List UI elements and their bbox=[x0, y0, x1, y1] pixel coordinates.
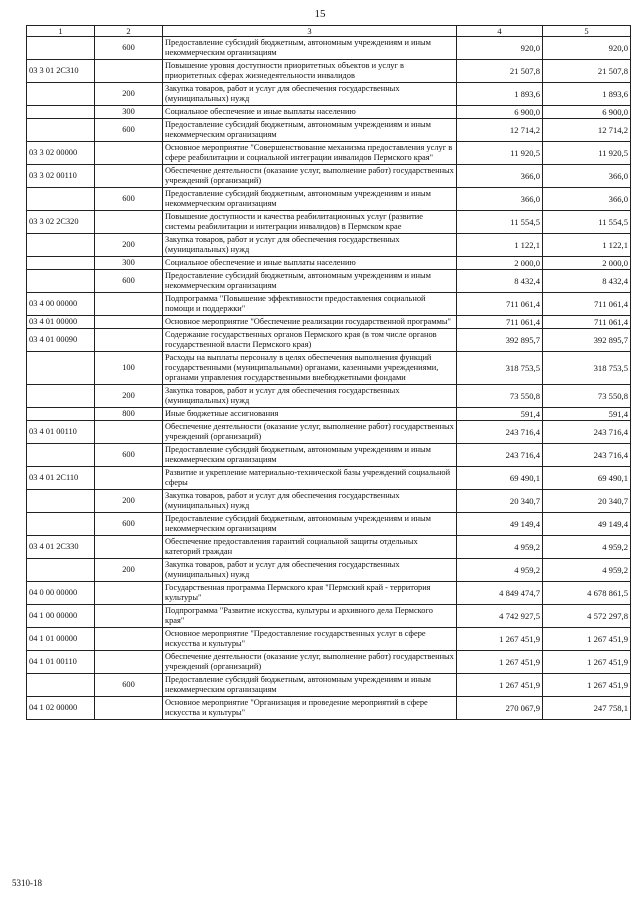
amount-col4: 73 550,8 bbox=[457, 385, 543, 408]
amount-col5: 1 267 451,9 bbox=[543, 674, 631, 697]
row-code bbox=[27, 490, 95, 513]
amount-col4: 243 716,4 bbox=[457, 444, 543, 467]
row-description: Обеспечение предоставления гарантий социальной защиты отдельных категорий граждан bbox=[163, 536, 457, 559]
expense-type: 300 bbox=[95, 257, 163, 270]
row-description: Закупка товаров, работ и услуг для обеспечения государственных (муниципальных) нужд bbox=[163, 83, 457, 106]
table-row bbox=[27, 490, 631, 513]
table-row bbox=[27, 421, 631, 444]
row-code bbox=[27, 513, 95, 536]
table-row bbox=[27, 628, 631, 651]
table-row bbox=[27, 329, 631, 352]
amount-col5: 366,0 bbox=[543, 165, 631, 188]
amount-col5: 1 122,1 bbox=[543, 234, 631, 257]
row-description: Основное мероприятие "Обеспечение реализации государственной программы" bbox=[163, 316, 457, 329]
row-code bbox=[27, 188, 95, 211]
amount-col5: 4 678 861,5 bbox=[543, 582, 631, 605]
amount-col5: 49 149,4 bbox=[543, 513, 631, 536]
row-description: Предоставление субсидий бюджетным, автономным учреждениям и иным некоммерческим организациям bbox=[163, 37, 457, 60]
amount-col5: 8 432,4 bbox=[543, 270, 631, 293]
expense-type: 800 bbox=[95, 408, 163, 421]
row-code: 04 1 00 00000 bbox=[27, 605, 95, 628]
table-row bbox=[27, 293, 631, 316]
expense-type bbox=[95, 605, 163, 628]
document-code: 5310-18 bbox=[12, 878, 42, 888]
amount-col4: 591,4 bbox=[457, 408, 543, 421]
row-code: 04 1 02 00000 bbox=[27, 697, 95, 720]
row-description: Повышение уровня доступности приоритетных объектов и услуг в приоритетных сферах жизнедеятельности инвалидов bbox=[163, 60, 457, 83]
row-code bbox=[27, 674, 95, 697]
amount-col4: 243 716,4 bbox=[457, 421, 543, 444]
amount-col4: 4 742 927,5 bbox=[457, 605, 543, 628]
table-row bbox=[27, 316, 631, 329]
amount-col4: 4 959,2 bbox=[457, 559, 543, 582]
column-header: 3 bbox=[163, 26, 457, 37]
table-row bbox=[27, 605, 631, 628]
table-row bbox=[27, 106, 631, 119]
row-description: Предоставление субсидий бюджетным, автономным учреждениям и иным некоммерческим организациям bbox=[163, 270, 457, 293]
amount-col4: 1 122,1 bbox=[457, 234, 543, 257]
expense-type bbox=[95, 329, 163, 352]
table-row bbox=[27, 651, 631, 674]
amount-col5: 1 893,6 bbox=[543, 83, 631, 106]
row-description: Закупка товаров, работ и услуг для обеспечения государственных (муниципальных) нужд bbox=[163, 490, 457, 513]
row-code: 03 3 02 00000 bbox=[27, 142, 95, 165]
row-description: Закупка товаров, работ и услуг для обеспечения государственных (муниципальных) нужд bbox=[163, 385, 457, 408]
table-row bbox=[27, 165, 631, 188]
amount-col4: 20 340,7 bbox=[457, 490, 543, 513]
expense-type bbox=[95, 651, 163, 674]
table-row bbox=[27, 697, 631, 720]
row-description: Основное мероприятие "Совершенствование механизма предоставления услуг в сфере реабилитации и социальной интеграции инвалидов Пермского края" bbox=[163, 142, 457, 165]
row-code bbox=[27, 444, 95, 467]
row-description: Социальное обеспечение и иные выплаты населению bbox=[163, 106, 457, 119]
row-code bbox=[27, 385, 95, 408]
amount-col5: 392 895,7 bbox=[543, 329, 631, 352]
amount-col5: 711 061,4 bbox=[543, 316, 631, 329]
amount-col4: 4 959,2 bbox=[457, 536, 543, 559]
expense-type: 200 bbox=[95, 559, 163, 582]
row-description: Предоставление субсидий бюджетным, автономным учреждениям и иным некоммерческим организациям bbox=[163, 674, 457, 697]
table-row bbox=[27, 257, 631, 270]
expense-type bbox=[95, 421, 163, 444]
table-body bbox=[27, 37, 631, 720]
amount-col4: 920,0 bbox=[457, 37, 543, 60]
expense-type: 100 bbox=[95, 352, 163, 385]
column-header: 5 bbox=[543, 26, 631, 37]
row-code bbox=[27, 83, 95, 106]
table-row bbox=[27, 467, 631, 490]
row-description: Предоставление субсидий бюджетным, автономным учреждениям и иным некоммерческим организациям bbox=[163, 513, 457, 536]
amount-col5: 6 900,0 bbox=[543, 106, 631, 119]
row-code: 04 0 00 00000 bbox=[27, 582, 95, 605]
row-code: 03 4 01 00090 bbox=[27, 329, 95, 352]
amount-col4: 1 267 451,9 bbox=[457, 628, 543, 651]
amount-col4: 711 061,4 bbox=[457, 293, 543, 316]
amount-col5: 21 507,8 bbox=[543, 60, 631, 83]
row-code: 04 1 01 00000 bbox=[27, 628, 95, 651]
column-header: 4 bbox=[457, 26, 543, 37]
expense-type: 200 bbox=[95, 234, 163, 257]
row-code: 03 4 01 00000 bbox=[27, 316, 95, 329]
amount-col5: 73 550,8 bbox=[543, 385, 631, 408]
amount-col4: 270 067,9 bbox=[457, 697, 543, 720]
row-description: Закупка товаров, работ и услуг для обеспечения государственных (муниципальных) нужд bbox=[163, 234, 457, 257]
row-code: 03 4 01 00110 bbox=[27, 421, 95, 444]
row-code: 03 4 01 2С110 bbox=[27, 467, 95, 490]
row-description: Государственная программа Пермского края "Пермский край - территория культуры" bbox=[163, 582, 457, 605]
amount-col5: 69 490,1 bbox=[543, 467, 631, 490]
amount-col5: 11 554,5 bbox=[543, 211, 631, 234]
row-code: 03 3 02 00110 bbox=[27, 165, 95, 188]
row-code bbox=[27, 106, 95, 119]
amount-col4: 1 267 451,9 bbox=[457, 674, 543, 697]
amount-col5: 4 959,2 bbox=[543, 536, 631, 559]
expense-type: 600 bbox=[95, 37, 163, 60]
table-row bbox=[27, 513, 631, 536]
row-description: Предоставление субсидий бюджетным, автономным учреждениям и иным некоммерческим организациям bbox=[163, 119, 457, 142]
row-description: Повышение доступности и качества реабилитационных услуг (развитие системы реабилитации и интеграции инвалидов) в Пермском крае bbox=[163, 211, 457, 234]
amount-col4: 11 554,5 bbox=[457, 211, 543, 234]
expense-type bbox=[95, 628, 163, 651]
row-code bbox=[27, 408, 95, 421]
row-description: Расходы на выплаты персоналу в целях обеспечения выполнения функций государственными (муниципальными) органами, казенными учреждениями, органами управления государственными внебюджетными фондами bbox=[163, 352, 457, 385]
amount-col4: 8 432,4 bbox=[457, 270, 543, 293]
expense-type: 200 bbox=[95, 83, 163, 106]
header-row bbox=[27, 26, 631, 37]
table-header bbox=[27, 26, 631, 37]
amount-col5: 1 267 451,9 bbox=[543, 628, 631, 651]
amount-col5: 247 758,1 bbox=[543, 697, 631, 720]
amount-col5: 591,4 bbox=[543, 408, 631, 421]
row-code bbox=[27, 234, 95, 257]
budget-table bbox=[26, 25, 631, 720]
amount-col5: 11 920,5 bbox=[543, 142, 631, 165]
table-row bbox=[27, 60, 631, 83]
table-row bbox=[27, 582, 631, 605]
expense-type bbox=[95, 467, 163, 490]
row-code bbox=[27, 270, 95, 293]
row-description: Социальное обеспечение и иные выплаты населению bbox=[163, 257, 457, 270]
amount-col4: 49 149,4 bbox=[457, 513, 543, 536]
table-row bbox=[27, 674, 631, 697]
amount-col5: 2 000,0 bbox=[543, 257, 631, 270]
amount-col5: 711 061,4 bbox=[543, 293, 631, 316]
expense-type: 600 bbox=[95, 513, 163, 536]
row-code bbox=[27, 352, 95, 385]
table-row bbox=[27, 83, 631, 106]
row-code: 04 1 01 00110 bbox=[27, 651, 95, 674]
row-code: 03 4 00 00000 bbox=[27, 293, 95, 316]
amount-col5: 20 340,7 bbox=[543, 490, 631, 513]
row-code: 03 3 01 2С310 bbox=[27, 60, 95, 83]
amount-col4: 6 900,0 bbox=[457, 106, 543, 119]
table-row bbox=[27, 385, 631, 408]
column-header: 2 bbox=[95, 26, 163, 37]
expense-type bbox=[95, 211, 163, 234]
expense-type: 600 bbox=[95, 674, 163, 697]
amount-col5: 4 572 297,8 bbox=[543, 605, 631, 628]
row-description: Подпрограмма "Повышение эффективности предоставления социальной помощи и поддержки" bbox=[163, 293, 457, 316]
expense-type: 300 bbox=[95, 106, 163, 119]
amount-col5: 1 267 451,9 bbox=[543, 651, 631, 674]
row-code bbox=[27, 37, 95, 60]
row-description: Содержание государственных органов Пермского края (в том числе органов государственной власти Пермского края) bbox=[163, 329, 457, 352]
amount-col4: 21 507,8 bbox=[457, 60, 543, 83]
row-description: Иные бюджетные ассигнования bbox=[163, 408, 457, 421]
row-description: Подпрограмма "Развитие искусства, культуры и архивного дела Пермского края" bbox=[163, 605, 457, 628]
amount-col5: 4 959,2 bbox=[543, 559, 631, 582]
expense-type: 600 bbox=[95, 188, 163, 211]
amount-col5: 366,0 bbox=[543, 188, 631, 211]
amount-col4: 318 753,5 bbox=[457, 352, 543, 385]
row-description: Развитие и укрепление материально-технической базы учреждений социальной сферы bbox=[163, 467, 457, 490]
expense-type bbox=[95, 697, 163, 720]
amount-col5: 243 716,4 bbox=[543, 421, 631, 444]
row-description: Предоставление субсидий бюджетным, автономным учреждениям и иным некоммерческим организациям bbox=[163, 444, 457, 467]
table-row bbox=[27, 37, 631, 60]
row-description: Обеспечение деятельности (оказание услуг, выполнение работ) государственных учреждений (организаций) bbox=[163, 165, 457, 188]
expense-type: 200 bbox=[95, 385, 163, 408]
amount-col4: 1 267 451,9 bbox=[457, 651, 543, 674]
table-row bbox=[27, 536, 631, 559]
table-row bbox=[27, 444, 631, 467]
table-row bbox=[27, 408, 631, 421]
row-description: Предоставление субсидий бюджетным, автономным учреждениям и иным некоммерческим организациям bbox=[163, 188, 457, 211]
amount-col4: 392 895,7 bbox=[457, 329, 543, 352]
amount-col5: 12 714,2 bbox=[543, 119, 631, 142]
table-row bbox=[27, 188, 631, 211]
amount-col4: 2 000,0 bbox=[457, 257, 543, 270]
table-row bbox=[27, 119, 631, 142]
row-description: Обеспечение деятельности (оказание услуг, выполнение работ) государственных учреждений (организаций) bbox=[163, 421, 457, 444]
row-code bbox=[27, 119, 95, 142]
row-description: Основное мероприятие "Организация и проведение мероприятий в сфере искусства и культуры" bbox=[163, 697, 457, 720]
amount-col5: 243 716,4 bbox=[543, 444, 631, 467]
amount-col4: 69 490,1 bbox=[457, 467, 543, 490]
table-row bbox=[27, 234, 631, 257]
expense-type: 600 bbox=[95, 270, 163, 293]
expense-type bbox=[95, 582, 163, 605]
table-row bbox=[27, 559, 631, 582]
amount-col4: 12 714,2 bbox=[457, 119, 543, 142]
expense-type: 200 bbox=[95, 490, 163, 513]
amount-col4: 4 849 474,7 bbox=[457, 582, 543, 605]
expense-type bbox=[95, 536, 163, 559]
amount-col4: 1 893,6 bbox=[457, 83, 543, 106]
expense-type bbox=[95, 60, 163, 83]
expense-type bbox=[95, 142, 163, 165]
amount-col4: 366,0 bbox=[457, 165, 543, 188]
expense-type bbox=[95, 165, 163, 188]
table-row bbox=[27, 270, 631, 293]
table-row bbox=[27, 352, 631, 385]
table-row bbox=[27, 142, 631, 165]
row-code: 03 3 02 2С320 bbox=[27, 211, 95, 234]
row-description: Обеспечение деятельности (оказание услуг, выполнение работ) государственных учреждений (организаций) bbox=[163, 651, 457, 674]
table-row bbox=[27, 211, 631, 234]
expense-type bbox=[95, 293, 163, 316]
column-header: 1 bbox=[27, 26, 95, 37]
amount-col4: 366,0 bbox=[457, 188, 543, 211]
expense-type: 600 bbox=[95, 444, 163, 467]
page-number: 15 bbox=[314, 8, 326, 20]
expense-type: 600 bbox=[95, 119, 163, 142]
row-description: Основное мероприятие "Предоставление государственных услуг в сфере искусства и культуры" bbox=[163, 628, 457, 651]
amount-col5: 920,0 bbox=[543, 37, 631, 60]
amount-col4: 711 061,4 bbox=[457, 316, 543, 329]
row-description: Закупка товаров, работ и услуг для обеспечения государственных (муниципальных) нужд bbox=[163, 559, 457, 582]
row-code bbox=[27, 559, 95, 582]
amount-col4: 11 920,5 bbox=[457, 142, 543, 165]
row-code bbox=[27, 257, 95, 270]
expense-type bbox=[95, 316, 163, 329]
row-code: 03 4 01 2С330 bbox=[27, 536, 95, 559]
amount-col5: 318 753,5 bbox=[543, 352, 631, 385]
